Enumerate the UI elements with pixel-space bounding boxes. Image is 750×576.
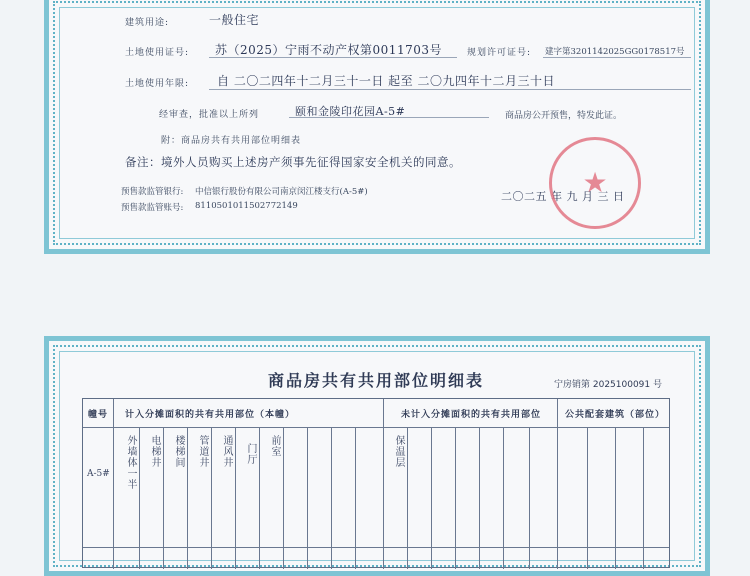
note-text: 备注：境外人员购买上述房产须事先征得国家安全机关的同意。 [125, 155, 461, 169]
not-counted-item: 保温层 [393, 435, 404, 468]
header-not-counted: 未计入分摊面积的共有共用部位 [401, 410, 542, 420]
sub-col-divider [615, 427, 616, 569]
sub-col-divider [587, 427, 588, 569]
sub-col-divider [331, 427, 332, 569]
sub-col-divider [529, 427, 530, 569]
sub-col-divider [307, 427, 308, 569]
row-divider [83, 547, 669, 548]
sub-col-divider [211, 427, 212, 569]
doc-number: 宁房销第 2025100091 号 [554, 380, 662, 390]
sub-col-divider [283, 427, 284, 569]
bank-value: 中信银行股份有限公司南京闵江楼支行(A-5#) [195, 187, 368, 197]
shared-parts-table [82, 368, 670, 568]
land-cert-label: 土地使用证号: [125, 48, 190, 58]
underline [209, 89, 691, 90]
official-seal [549, 137, 641, 229]
col-divider [557, 399, 558, 569]
header-building: 幢号 [88, 410, 109, 420]
counted-item: 楼梯间 [173, 435, 184, 468]
counted-item: 门厅 [245, 443, 256, 465]
building-id: A-5# [87, 469, 110, 479]
underline [543, 57, 691, 58]
attachment-text: 附：商品房共有共用部位明细表 [161, 136, 302, 146]
building-use-value: 一般住宅 [209, 13, 260, 27]
planning-permit-value: 建字第3201142025GG0178517号 [545, 47, 685, 57]
land-cert-value: 苏（2025）宁雨不动产权第0011703号 [215, 43, 442, 57]
row-divider [83, 427, 669, 428]
counted-item: 电梯井 [149, 435, 160, 468]
approval-text: 经审查，批准以上所列 [159, 110, 260, 120]
star-icon: ★ [582, 166, 608, 199]
sub-col-divider [407, 427, 408, 569]
project-name: 颐和金陵印花园A-5# [295, 105, 406, 118]
col-divider [113, 399, 114, 569]
sub-col-divider [139, 427, 140, 569]
presale-certificate [44, 0, 710, 254]
planning-permit-label: 规划许可证号: [467, 48, 532, 58]
sub-col-divider [187, 427, 188, 569]
sub-col-divider [455, 427, 456, 569]
account-value: 8110501011502772149 [195, 201, 298, 211]
counted-item: 外墙体一半 [125, 435, 136, 490]
sub-col-divider [503, 427, 504, 569]
sub-col-divider [643, 427, 644, 569]
sub-col-divider [355, 427, 356, 569]
sub-col-divider [431, 427, 432, 569]
underline [209, 57, 457, 58]
building-use-label: 建筑用途: [125, 18, 170, 28]
header-public: 公共配套建筑（部位） [565, 410, 666, 420]
account-label: 预售款监管账号: [121, 203, 184, 213]
land-term-value: 自 二〇二四年十二月三十一日 起至 二〇九四年十二月三十日 [217, 74, 555, 88]
sub-col-divider [235, 427, 236, 569]
counted-item: 通风井 [221, 435, 232, 468]
sub-col-divider [259, 427, 260, 569]
sub-col-divider [163, 427, 164, 569]
col-divider [383, 399, 384, 569]
table-grid [82, 398, 670, 568]
sub-col-divider [479, 427, 480, 569]
table-title: 商品房共有共用部位明细表 [267, 371, 484, 390]
header-counted: 计入分摊面积的共有共用部位（本幢） [125, 410, 296, 420]
counted-item: 前室 [269, 435, 280, 457]
presale-text: 商品房公开预售，特发此证。 [505, 111, 623, 121]
land-term-label: 土地使用年限: [125, 79, 190, 89]
issue-date: 二〇二五 年 九 月 三 日 [501, 190, 625, 203]
bank-label: 预售款监管银行: [121, 187, 184, 197]
counted-item: 管道井 [197, 435, 208, 468]
underline [289, 117, 489, 118]
